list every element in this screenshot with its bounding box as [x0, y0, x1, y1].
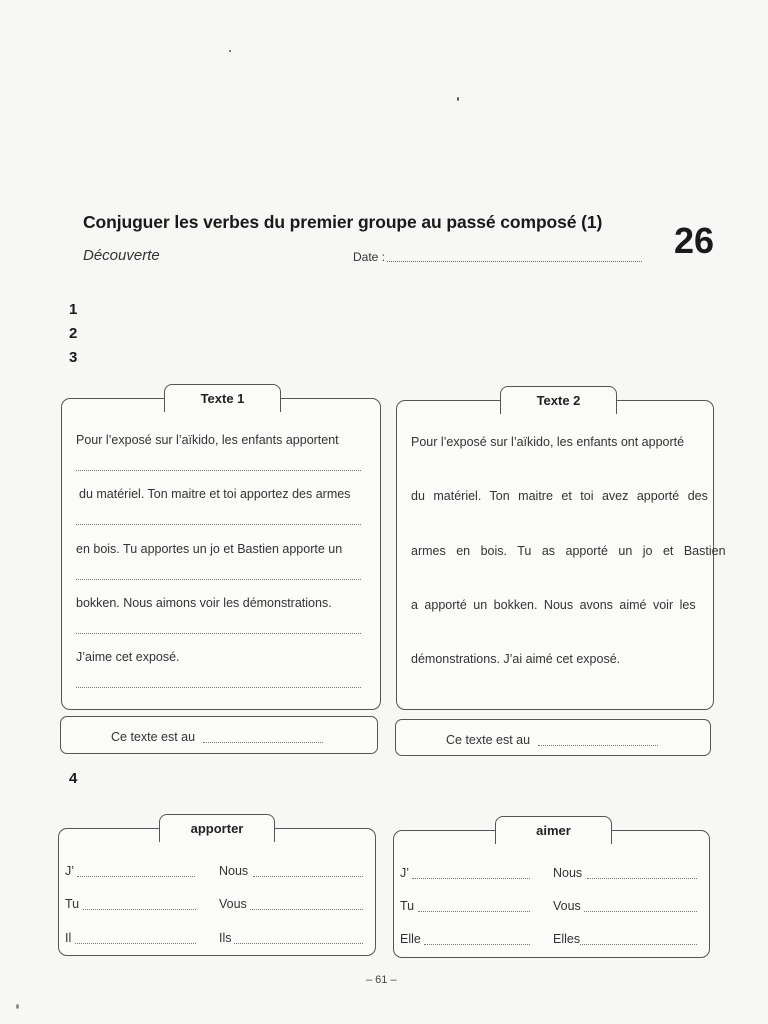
- pronoun-label: Vous: [219, 897, 247, 911]
- writing-line[interactable]: [76, 633, 361, 634]
- texte1-answer-box: [60, 716, 378, 754]
- texte2-tab: Texte 2: [500, 386, 617, 414]
- conjugation-line[interactable]: [584, 911, 697, 912]
- conjugation-line[interactable]: [587, 878, 697, 879]
- conjugation-line[interactable]: [234, 943, 363, 944]
- conjugation-box-aimer: [393, 830, 710, 958]
- pronoun-label: Nous: [553, 866, 583, 880]
- pronoun-label: Elles: [553, 932, 581, 946]
- conjugation-line[interactable]: [418, 911, 530, 912]
- step-number: 2: [69, 325, 78, 342]
- conjugation-line[interactable]: [75, 943, 196, 944]
- step-number: 3: [69, 349, 78, 366]
- verb-tab-aimer: aimer: [495, 816, 612, 844]
- conjugation-line[interactable]: [250, 909, 363, 910]
- pronoun-label: Ils: [219, 931, 232, 945]
- conjugation-line[interactable]: [77, 876, 195, 877]
- verb-tab-apporter: apporter: [159, 814, 275, 842]
- step-number: 1: [69, 301, 78, 318]
- conjugation-line[interactable]: [412, 878, 530, 879]
- pronoun-label: Il: [65, 931, 72, 945]
- sheet-number: 26: [674, 220, 715, 261]
- conjugation-line[interactable]: [580, 944, 697, 945]
- texte1-tab: Texte 1: [164, 384, 281, 412]
- pronoun-label: Elle: [400, 932, 421, 946]
- step-number: 4: [69, 770, 78, 787]
- conjugation-line[interactable]: [83, 909, 196, 910]
- texte2-line: Pour l’exposé sur l’aïkido, les enfants ont apporté: [411, 435, 685, 449]
- writing-line[interactable]: [76, 579, 361, 580]
- pronoun-label: Nous: [219, 864, 249, 878]
- writing-line[interactable]: [76, 470, 361, 471]
- answer-line[interactable]: [538, 745, 658, 746]
- conjugation-box-apporter: [58, 828, 376, 956]
- pronoun-label: Vous: [553, 899, 581, 913]
- pronoun-label: J’: [65, 864, 75, 878]
- texte2-line: démonstrations. J’ai aimé cet exposé.: [411, 652, 621, 666]
- texte2-line: du matériel. Ton maitre et toi avez apporté des: [411, 489, 708, 503]
- scan-speck: [229, 50, 231, 52]
- page-number: – 61 –: [366, 974, 397, 986]
- writing-line[interactable]: [76, 687, 361, 688]
- texte2-answer-box: [395, 719, 711, 756]
- scan-speck: [457, 97, 459, 101]
- date-label: Date :: [353, 250, 386, 264]
- conjugation-line[interactable]: [253, 876, 363, 877]
- texte1-line: J’aime cet exposé.: [76, 650, 180, 664]
- page-subtitle: Découverte: [83, 247, 160, 264]
- texte1-line: en bois. Tu apportes un jo et Bastien apporte un: [76, 542, 343, 556]
- date-field[interactable]: [387, 261, 642, 262]
- page-title: Conjuguer les verbes du premier groupe au passé composé (1): [83, 212, 603, 232]
- writing-line[interactable]: [76, 524, 361, 525]
- texte1-line: du matériel. Ton maitre et toi apportez des armes: [79, 487, 351, 501]
- answer-line[interactable]: [203, 742, 323, 743]
- pronoun-label: J’: [400, 866, 410, 880]
- texte2-answer-label: Ce texte est au: [446, 733, 531, 747]
- texte2-line: a apporté un bokken. Nous avons aimé voir les: [411, 598, 696, 612]
- pronoun-label: Tu: [65, 897, 80, 911]
- scan-speck: [16, 1004, 19, 1009]
- pronoun-label: Tu: [400, 899, 415, 913]
- conjugation-line[interactable]: [424, 944, 530, 945]
- texte2-line: armes en bois. Tu as apporté un jo et Bastien: [411, 544, 726, 558]
- texte1-line: Pour l’exposé sur l’aïkido, les enfants apportent: [76, 433, 339, 447]
- texte1-line: bokken. Nous aimons voir les démonstrations.: [76, 596, 332, 610]
- texte1-answer-label: Ce texte est au: [111, 730, 196, 744]
